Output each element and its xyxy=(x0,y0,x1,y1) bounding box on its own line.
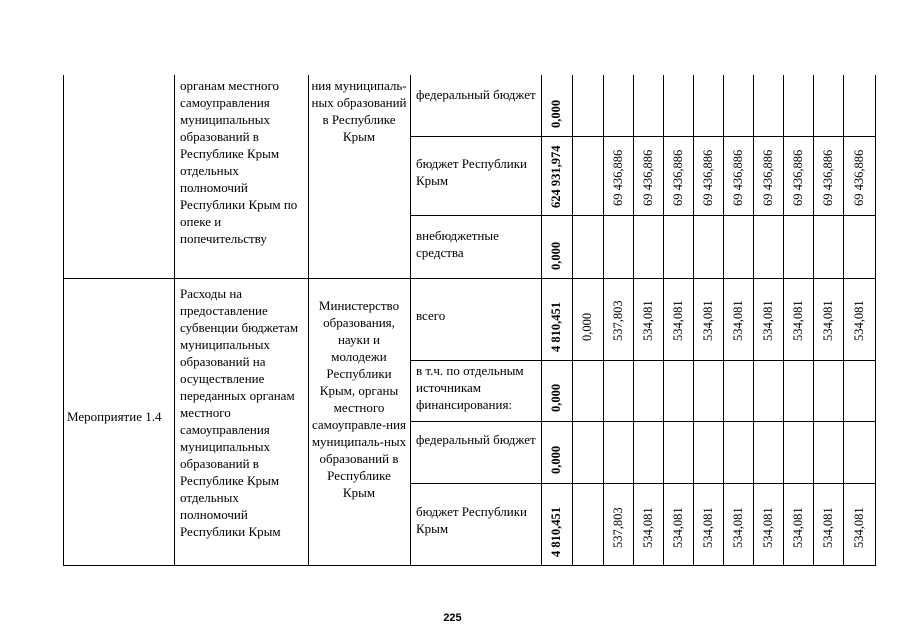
table-border-bottom xyxy=(63,565,876,566)
row-divider xyxy=(410,421,876,422)
year-value: 534,081 xyxy=(671,507,685,548)
total-value: 0,000 xyxy=(549,99,563,128)
year-value: 69 436,886 xyxy=(731,149,745,206)
measure-description: Расходы на предоставление субвенции бюджетам муниципальных образований на осуществление переданных органам местного самоуправления муниципальных образований в Республике Крым отдельных полномочий Республики Крым xyxy=(180,286,299,539)
row-divider xyxy=(410,215,876,216)
year-value: 69 436,886 xyxy=(611,149,625,206)
year-value: 537,803 xyxy=(611,507,625,548)
total-value: 0,000 xyxy=(549,445,563,474)
source-crimea-budget: бюджет Республики Крым xyxy=(416,156,528,188)
table-border-right xyxy=(875,75,876,566)
year-value: 69 436,886 xyxy=(852,149,866,206)
year-value: 69 436,886 xyxy=(821,149,835,206)
year-value: 534,081 xyxy=(701,507,715,548)
total-value: 4 810,451 xyxy=(549,302,563,352)
table-col-divider xyxy=(308,75,309,566)
year-value: 534,081 xyxy=(791,507,805,548)
table-col-divider xyxy=(633,75,634,566)
year-value: 69 436,886 xyxy=(701,149,715,206)
year-value: 69 436,886 xyxy=(671,149,685,206)
year-value: 534,081 xyxy=(852,507,866,548)
page-number: 225 xyxy=(443,612,462,624)
year-value: 534,081 xyxy=(731,507,745,548)
top-executor: ния муниципаль-ных образований в Республике Крым xyxy=(311,78,407,144)
source-by-source: в т.ч. по отдельным источникам финансирования: xyxy=(416,363,524,412)
row-divider xyxy=(410,483,876,484)
year-value: 69 436,886 xyxy=(761,149,775,206)
year-value: 534,081 xyxy=(821,300,835,341)
year-value: 534,081 xyxy=(791,300,805,341)
table-col-divider xyxy=(783,75,784,566)
table-col-divider xyxy=(603,75,604,566)
year-value: 534,081 xyxy=(731,300,745,341)
table-col-divider xyxy=(813,75,814,566)
total-value: 0,000 xyxy=(549,241,563,270)
row-divider xyxy=(410,136,876,137)
source-federal: федеральный бюджет xyxy=(416,432,536,447)
total-value: 0,000 xyxy=(549,383,563,412)
year-value: 69 436,886 xyxy=(641,149,655,206)
year-value: 534,081 xyxy=(641,300,655,341)
total-value: 624 931,974 xyxy=(549,145,563,208)
top-description: органам местного самоуправления муниципальных образований в Республике Крым отдельных полномочий Республики Крым по опеке и попечительству xyxy=(180,78,298,246)
total-value: 4 810,451 xyxy=(549,507,563,557)
table-col-divider xyxy=(843,75,844,566)
year-value: 537,803 xyxy=(611,300,625,341)
table-col-divider xyxy=(541,75,542,566)
table-col-divider xyxy=(663,75,664,566)
table-col-divider xyxy=(410,75,411,566)
table-col-divider xyxy=(693,75,694,566)
row-divider xyxy=(410,360,876,361)
year-value: 0,000 xyxy=(580,312,594,341)
measure-executor: Министерство образования, науки и молодежи Республики Крым, органы местного самоуправле-ния муниципаль-ных образований в Республике Крым xyxy=(311,298,407,500)
source-extrabudget: внебюджетные средства xyxy=(416,228,499,260)
source-total: всего xyxy=(416,308,446,323)
table-col-divider xyxy=(723,75,724,566)
measure-label: Мероприятие 1.4 xyxy=(67,409,162,424)
year-value: 534,081 xyxy=(641,507,655,548)
year-value: 534,081 xyxy=(761,300,775,341)
year-value: 534,081 xyxy=(852,300,866,341)
table-col-divider xyxy=(753,75,754,566)
source-federal: федеральный бюджет xyxy=(416,87,536,102)
year-value: 534,081 xyxy=(701,300,715,341)
table-col-divider xyxy=(572,75,573,566)
table-col-divider xyxy=(174,75,175,566)
source-crimea-budget: бюджет Республики Крым xyxy=(416,504,528,536)
year-value: 534,081 xyxy=(671,300,685,341)
year-value: 534,081 xyxy=(821,507,835,548)
table-border-left xyxy=(63,75,64,566)
block-divider xyxy=(63,278,876,279)
year-value: 534,081 xyxy=(761,507,775,548)
year-value: 69 436,886 xyxy=(791,149,805,206)
